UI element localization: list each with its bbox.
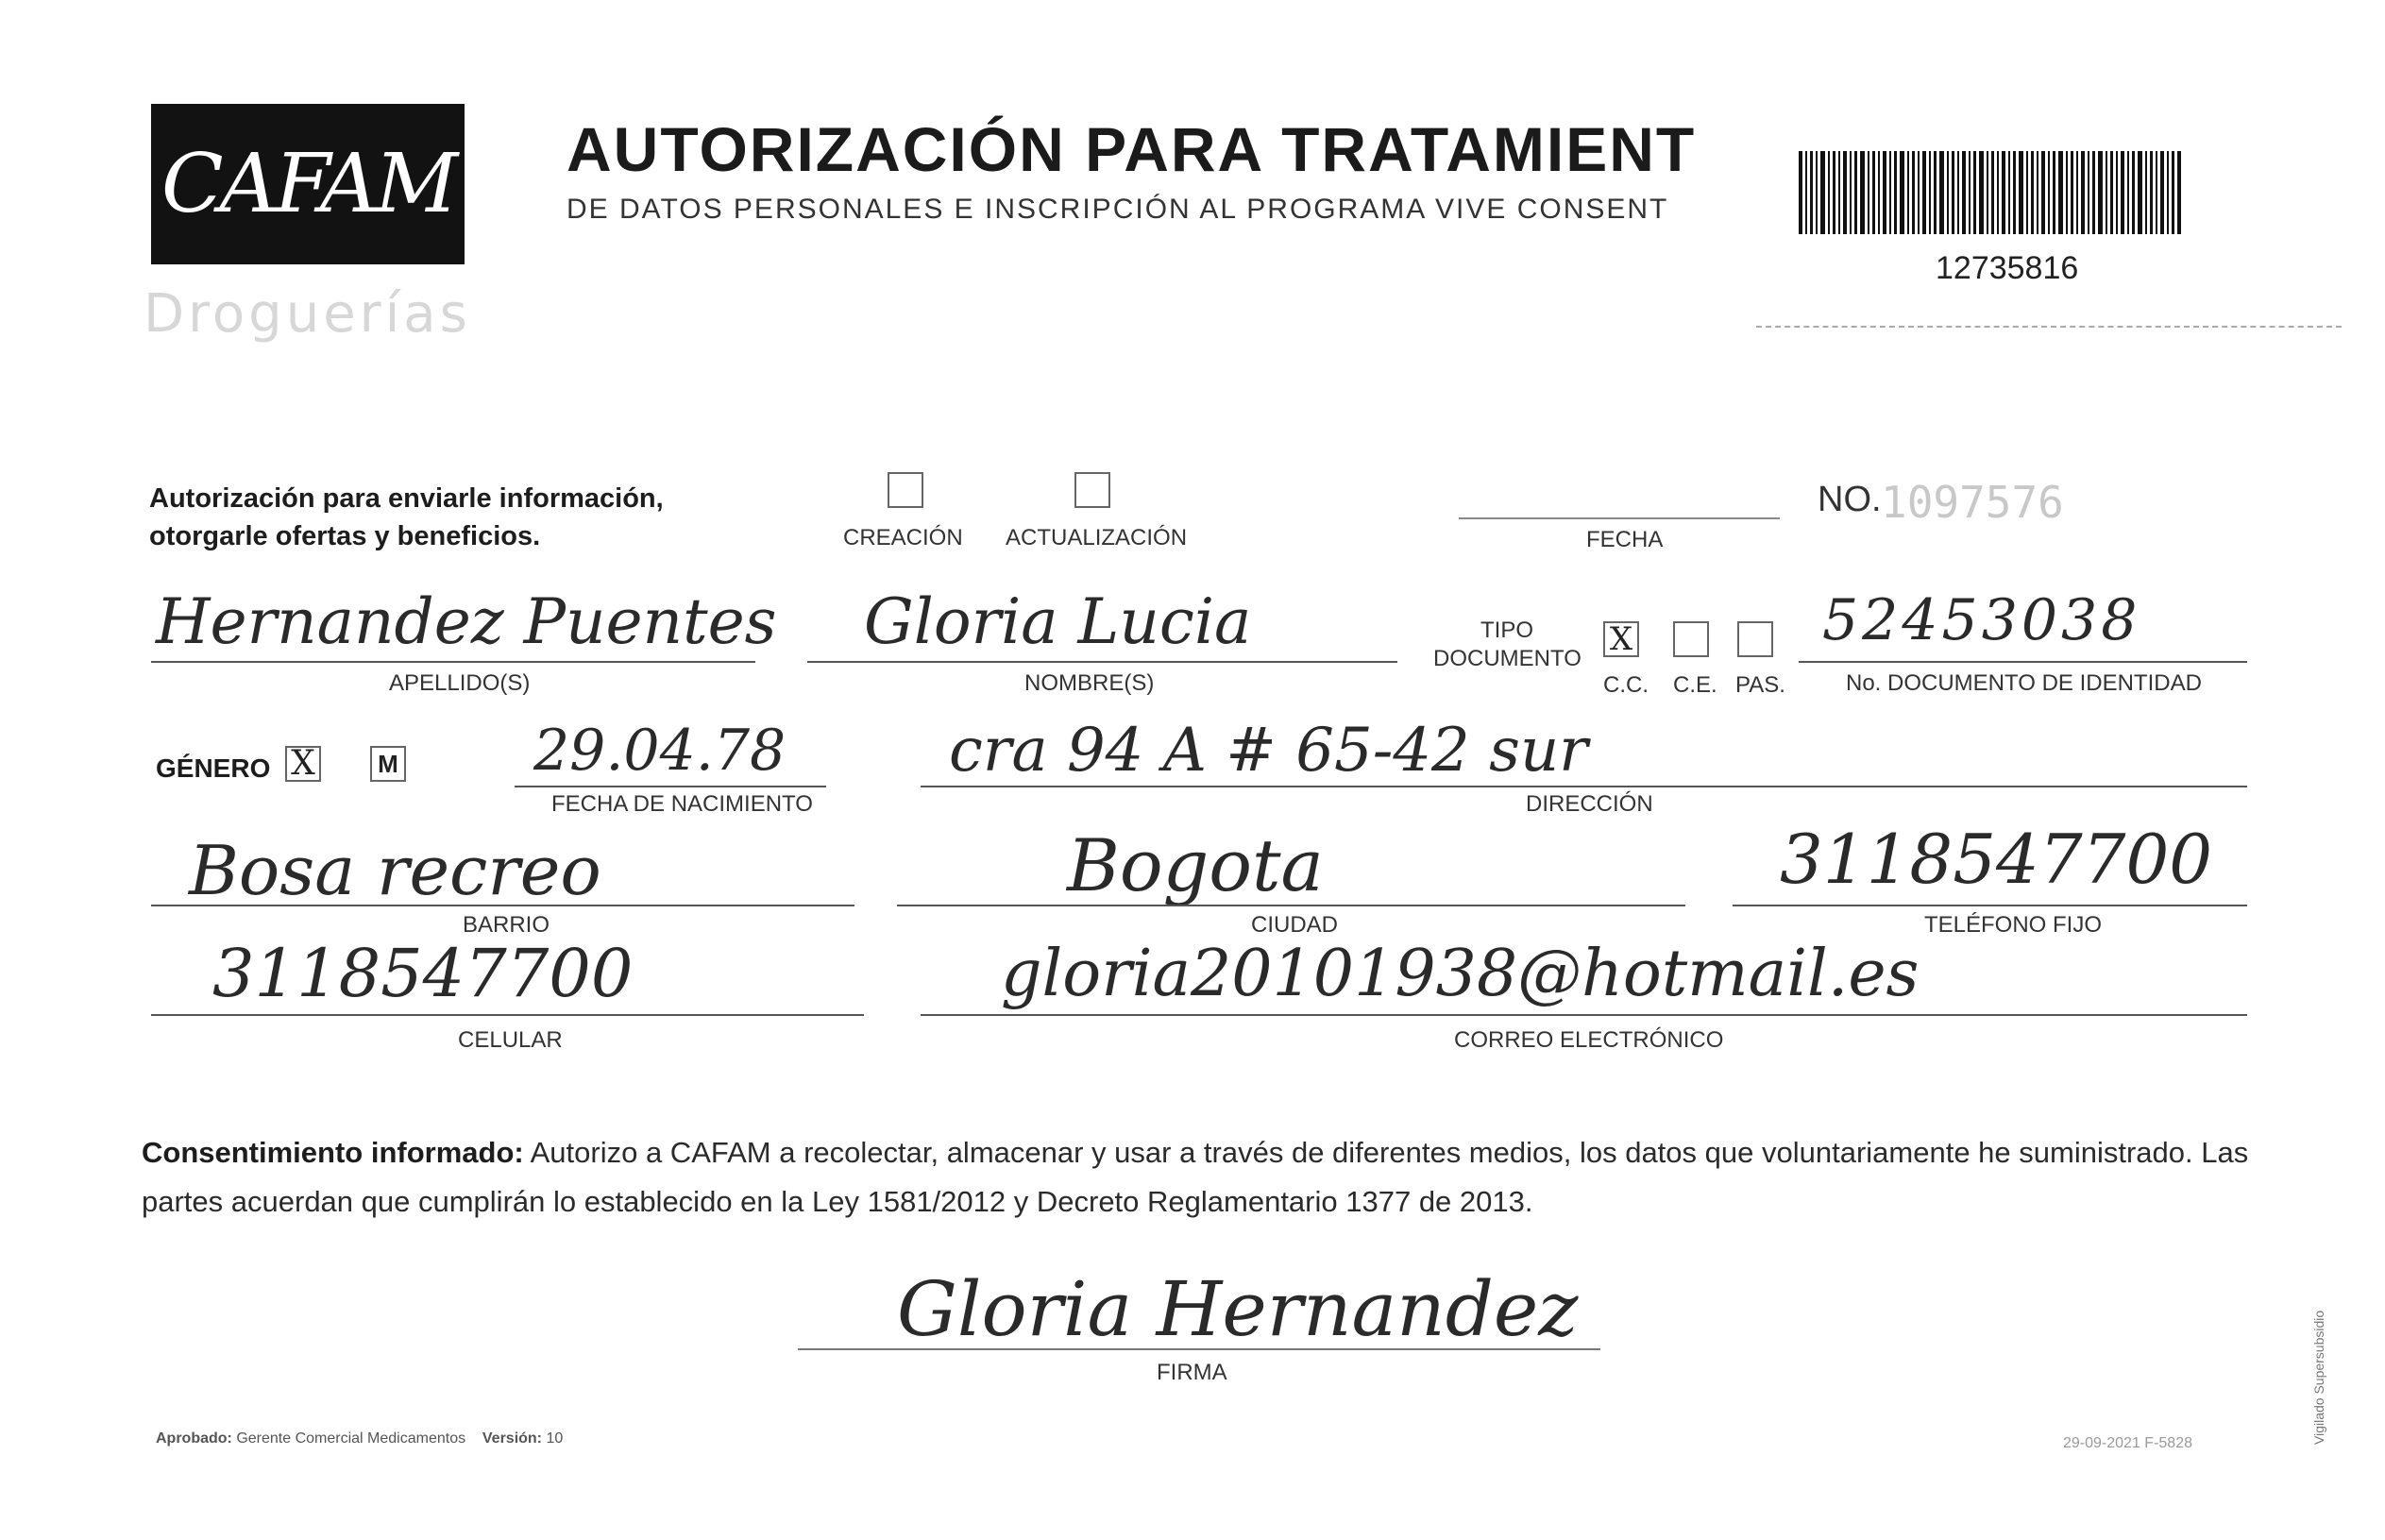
form-number-label: NO. [1818,480,1882,519]
header-divider [1756,326,2342,328]
form-subtitle: DE DATOS PERSONALES E INSCRIPCIÓN AL PROGRAMA VIVE CONSENT [567,194,1669,225]
cc-label: C.C. [1603,672,1649,698]
pas-checkbox[interactable] [1737,621,1773,657]
correo-line [921,1014,2247,1016]
nombres-value[interactable]: Gloria Lucia [864,585,1252,658]
nombres-line [807,661,1397,663]
fecha-label: FECHA [1586,527,1664,552]
correo-value[interactable]: gloria20101938@hotmail.es [1001,937,1920,1011]
apellidos-value[interactable]: Hernandez Puentes [156,585,777,658]
telefono-label: TELÉFONO FIJO [1924,912,2103,938]
ciudad-label: CIUDAD [1251,912,1339,938]
celular-line [151,1014,864,1016]
documento-label: No. DOCUMENTO DE IDENTIDAD [1846,670,2202,696]
documento-line [1799,661,2247,663]
barcode-image [1799,151,2181,234]
form-number-value: 1097576 [1881,477,2064,528]
pas-label: PAS. [1735,672,1785,698]
consent-text: Autorizo a CAFAM a recolectar, almacenar y usar a través de diferentes medios, los datos que voluntariamente he suministrado. Las partes acuerdan que cumplirán lo establecido en la Ley 1581/2012 y Decreto Reglamentario 1377 de 2013. [142,1136,2249,1218]
creacion-label: CREACIÓN [843,525,963,550]
direccion-label: DIRECCIÓN [1526,791,1653,817]
celular-value[interactable]: 3118547700 [212,935,634,1012]
ciudad-value[interactable]: Bogota [1067,823,1324,907]
fecha-nacimiento-value[interactable]: 29.04.78 [533,718,787,784]
cc-checkbox[interactable]: X [1603,621,1639,657]
genero-m-checkbox[interactable]: M [370,746,406,782]
nombres-label: NOMBRE(S) [1024,670,1155,696]
barcode-number: 12735816 [1936,250,2079,286]
documento-type-label: DOCUMENTO [1433,646,1582,671]
intro-line-1: Autorización para enviarle información, [149,483,664,514]
signature-label: FIRMA [1157,1360,1227,1385]
genero-f-checkbox[interactable]: X [285,746,321,782]
ciudad-line [897,905,1685,906]
logo-subtext: Droguerías [144,283,471,345]
telefono-value[interactable]: 3118547700 [1780,820,2213,899]
footer-approval [156,1430,563,1447]
vertical-text: Vigilado Supersubsidio [2311,1310,2326,1445]
direccion-line [921,786,2247,787]
direccion-value[interactable]: cra 94 A # 65-42 sur [949,716,1588,786]
barrio-label: BARRIO [463,912,550,938]
barrio-value[interactable]: Bosa recreo [189,831,601,910]
correo-label: CORREO ELECTRÓNICO [1454,1027,1724,1053]
logo-text: CAFAM [161,137,455,231]
genero-label: GÉNERO [156,753,271,783]
form-title: AUTORIZACIÓN PARA TRATAMIENT [567,114,1697,184]
fecha-line [1459,517,1780,519]
consent-heading: Consentimiento informado: [142,1136,524,1169]
footer-right-code: 29-09-2021 F-5828 [2063,1435,2192,1451]
ce-checkbox[interactable] [1673,621,1709,657]
fecha-nacimiento-line [515,786,826,787]
apellidos-label: APELLIDO(S) [389,670,531,696]
version-value: 10 [546,1430,564,1447]
cafam-logo [151,104,465,264]
actualizacion-label: ACTUALIZACIÓN [1006,525,1188,550]
fecha-nacimiento-label: FECHA DE NACIMIENTO [551,791,813,817]
version-label: Versión: [482,1430,543,1447]
signature-line [798,1348,1600,1350]
signature-value[interactable]: Gloria Hernandez [897,1265,1579,1353]
ce-label: C.E. [1673,672,1717,698]
consent-paragraph [142,1128,2275,1227]
barrio-line [151,905,854,906]
apellidos-line [151,661,755,663]
intro-line-2: otorgarle ofertas y beneficios. [149,521,541,551]
creacion-checkbox[interactable] [888,472,923,508]
actualizacion-checkbox[interactable] [1074,472,1110,508]
telefono-line [1733,905,2247,906]
aprobado-value: Gerente Comercial Medicamentos [236,1430,466,1447]
vertical-note [2304,1237,2332,1445]
aprobado-label: Aprobado: [156,1430,232,1447]
celular-label: CELULAR [458,1027,563,1053]
tipo-label: TIPO [1480,618,1534,643]
documento-value[interactable]: 52453038 [1822,587,2141,653]
